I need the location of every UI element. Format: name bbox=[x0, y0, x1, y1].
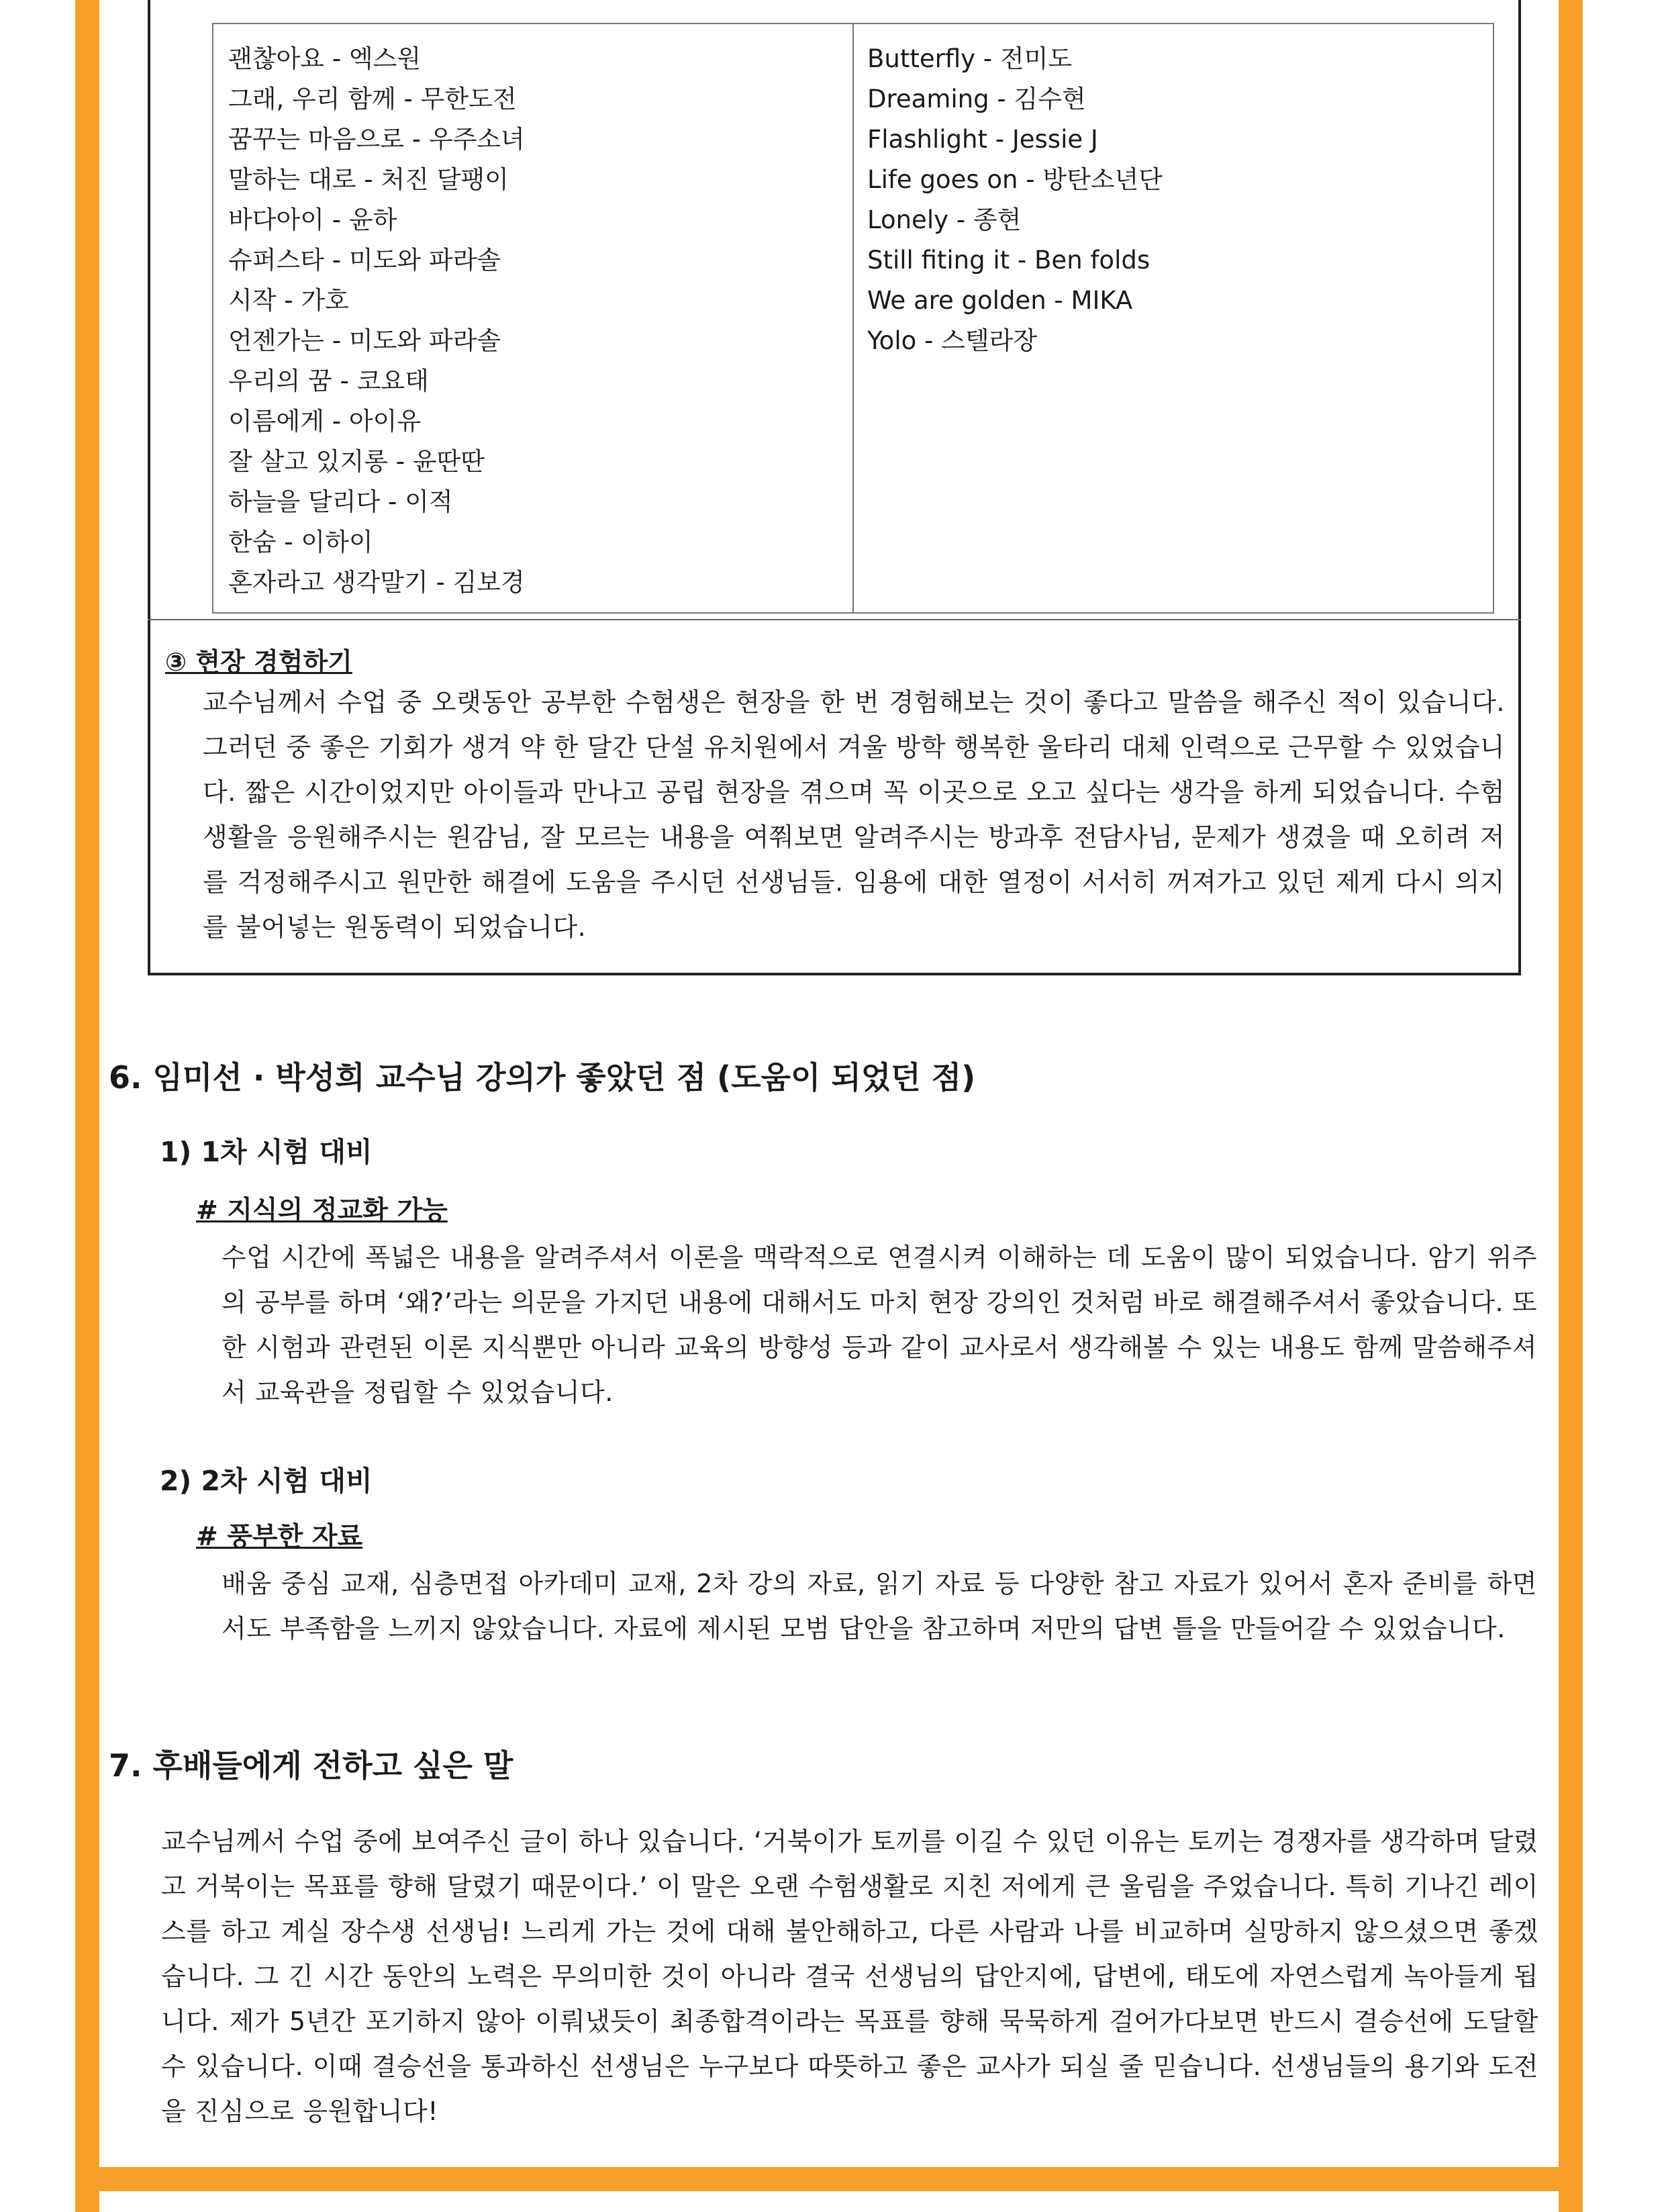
song-item: 시작 - 가호 bbox=[228, 286, 349, 315]
song-item: Flashlight - Jessie J bbox=[867, 125, 1098, 154]
song-item: Butterfly - 전미도 bbox=[867, 44, 1073, 73]
page-frame-bottom bbox=[75, 2167, 1583, 2191]
song-item: 바다아이 - 윤하 bbox=[228, 205, 397, 234]
section-7-body: 교수님께서 수업 중에 보여주신 글이 하나 있습니다. ‘거북이가 토끼를 이길 수 있던 이유는 토끼는 경쟁자를 생각하며 달렸고 거북이는 목표를 향해 달렸기 때문이다.’ 이 말은 오랜 수험생활로 지친 저에게 큰 울림을 주었습니다. 특히 기나긴 레이스를 하고 계실 장수생 선생님! 느리게 가는 것에 대해 불안해하고, 다른 사람과 나를 비교하며 실망하지 않으셨으면 좋겠습니다. 그 긴 시간 동안의 노력은 무의미한 것이 아니라 결국 선생님의 답안지에, 답변에, 태도에 자연스럽게 녹아들게 됩니다. 제가 5년간 포기하지 않아 이뤄냈듯이 최종합격이라는 목표를 향해 묵묵하게 걸어가다보면 반드시 결승선에 도달할 수 있습니다. 이때 결승선을 통과하신 선생님은 누구보다 따뜻하고 좋은 교사가 되실 줄 믿습니다. 선생님들의 용기와 도전을 진심으로 응원합니다! bbox=[161, 1827, 1538, 2126]
song-list-korean bbox=[213, 24, 854, 612]
section-6-item-2-subtitle: # 풍부한 자료 bbox=[196, 1522, 363, 1552]
page-frame-right bbox=[1559, 0, 1583, 2212]
song-item: Dreaming - 김수현 bbox=[867, 85, 1086, 113]
section-6-title: 6. 임미선 · 박성희 교수님 강의가 좋았던 점 (도움이 되었던 점) bbox=[109, 1059, 976, 1096]
song-item: 꿈꾸는 마음으로 - 우주소녀 bbox=[228, 125, 525, 154]
song-item: Lonely - 종현 bbox=[867, 205, 1022, 234]
song-item: 잘 살고 있지롱 - 윤딴딴 bbox=[228, 447, 485, 476]
song-item: We are golden - MIKA bbox=[867, 286, 1133, 315]
song-item: Yolo - 스텔라장 bbox=[867, 326, 1038, 355]
song-item: 한숨 - 이하이 bbox=[228, 528, 373, 557]
song-item: 이름에게 - 아이유 bbox=[228, 407, 422, 436]
song-item: 괜찮아요 - 엑스원 bbox=[228, 44, 422, 73]
song-item: 혼자라고 생각말기 - 김보경 bbox=[228, 568, 525, 597]
song-item: Still fiting it - Ben folds bbox=[867, 246, 1151, 275]
song-list-table bbox=[212, 23, 1494, 614]
section-6-item-1-subtitle: # 지식의 정교화 가능 bbox=[196, 1196, 448, 1226]
song-item: 우리의 꿈 - 코요태 bbox=[228, 367, 429, 395]
section-6-item-2-title: 2) 2차 시험 대비 bbox=[160, 1465, 373, 1497]
page-frame-left bbox=[75, 0, 99, 2212]
field-experience-body: 교수님께서 수업 중 오랫동안 공부한 수험생은 현장을 한 번 경험해보는 것이 좋다고 말씀을 해주신 적이 있습니다. 그러던 중 좋은 기회가 생겨 약 한 달간 단설 유치원에서 겨울 방학 행복한 울타리 대체 인력으로 근무할 수 있었습니다. 짧은 시간이었지만 아이들과 만나고 공립 현장을 겪으며 꼭 이곳으로 오고 싶다는 생각을 하게 되었습니다. 수험 생활을 응원해주시는 원감님, 잘 모르는 내용을 여쭤보면 알려주시는 방과후 전담사님, 문제가 생겼을 때 오히려 저를 걱정해주시고 원만한 해결에 도움을 주시던 선생님들. 임용에 대한 열정이 서서히 꺼져가고 있던 제게 다시 의지를 불어넣는 원동력이 되었습니다. bbox=[203, 687, 1505, 942]
song-item: Life goes on - 방탄소년단 bbox=[867, 165, 1163, 194]
song-item: 언젠가는 - 미도와 파라솔 bbox=[228, 326, 501, 355]
section-6-item-2-body: 배움 중심 교재, 심층면접 아카데미 교재, 2차 강의 자료, 읽기 자료 등 다양한 참고 자료가 있어서 혼자 준비를 하면서도 부족함을 느끼지 않았습니다. 자료에 제시된 모범 답안을 참고하며 저만의 답변 틀을 만들어갈 수 있었습니다. bbox=[222, 1569, 1537, 1643]
box-divider bbox=[148, 619, 1521, 620]
song-item: 그래, 우리 함께 - 무한도전 bbox=[228, 85, 517, 113]
song-item: 슈퍼스타 - 미도와 파라솔 bbox=[228, 246, 501, 275]
section-7-title: 7. 후배들에게 전하고 싶은 말 bbox=[109, 1747, 513, 1784]
section-6-item-1-title: 1) 1차 시험 대비 bbox=[160, 1136, 373, 1168]
song-item: 하늘을 달리다 - 이적 bbox=[228, 487, 453, 516]
section-6-item-1-body: 수업 시간에 폭넓은 내용을 알려주셔서 이론을 맥락적으로 연결시켜 이해하는 데 도움이 많이 되었습니다. 암기 위주의 공부를 하며 ‘왜?’라는 의문을 가지던 내용에 대해서도 마치 현장 강의인 것처럼 바로 해결해주셔서 좋았습니다. 또한 시험과 관련된 이론 지식뿐만 아니라 교육의 방향성 등과 같이 교사로서 생각해볼 수 있는 내용도 함께 말씀해주셔서 교육관을 정립할 수 있었습니다. bbox=[222, 1243, 1537, 1407]
song-item: 말하는 대로 - 처진 달팽이 bbox=[228, 165, 509, 194]
song-list-english bbox=[854, 24, 1493, 612]
field-experience-title: ③ 현장 경험하기 bbox=[165, 647, 352, 677]
